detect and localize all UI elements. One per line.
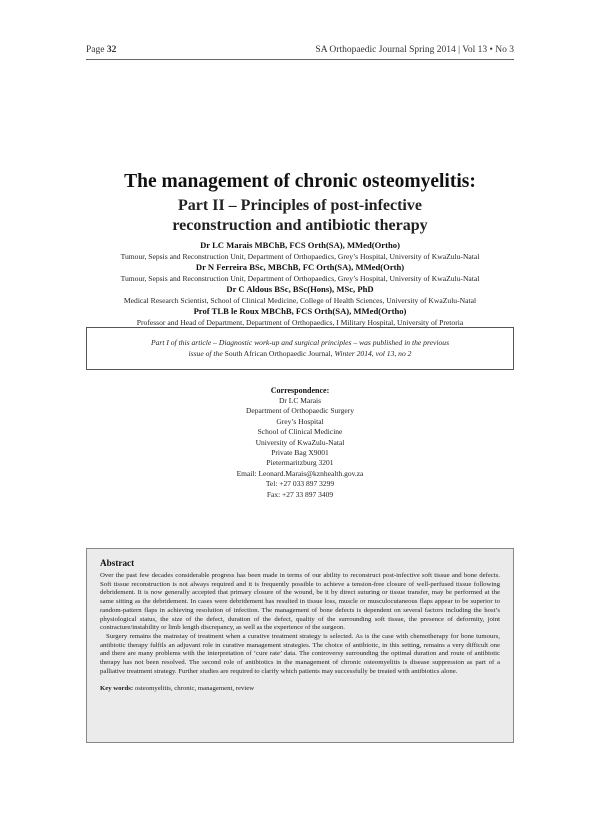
keywords-list: osteomyelitis, chronic, management, review [133, 685, 255, 693]
series-note-box [86, 327, 514, 370]
subtitle-line-1: Part II – Principles of post-infective [178, 197, 422, 214]
article-title: The management of chronic osteomyelitis: [124, 171, 476, 192]
running-header [86, 45, 514, 55]
page-number-label: Page 32 [86, 45, 117, 55]
correspondence-line: Department of Orthopaedic Surgery [246, 406, 354, 416]
journal-name: South African Orthopaedic Journal [224, 349, 331, 358]
article-subtitle [60, 196, 540, 236]
correspondence-line: University of KwaZulu-Natal [255, 437, 345, 447]
author-affiliation: Professor and Head of Department, Department of Orthopaedics, I Military Hospital, University of Pretoria [136, 318, 464, 327]
series-note-line-1: Part I of this article – Diagnostic work-up and surgical principles – was published in the previous [150, 338, 450, 347]
author-name: Dr LC Marais MBChB, FCS Orth(SA), MMed(Ortho) [200, 240, 400, 250]
abstract-paragraph: Surgery remains the mainstay of treatment when a curative treatment strategy is selected. As is the case with chemotherapy for bone tumours, antibiotic therapy fulfils an adjuvant role in curative management strategies. The choice of antibiotic, in this setting, remains a very difficult one and there are many problems with the interpretation of ‘cure rate’ data. The controversy surrounding the optimal duration and route of antibiotic therapy has not been resolved. The second role of antibiotics in the management of chronic osteomyelitis is disease suppression as part of a palliative treatment strategy. Further studies are required to clarify which patients may successfully be treated with antibiotics alone. [100, 632, 500, 675]
author-name: Prof TLB le Roux MBChB, FCS Orth(SA), MMed(Ortho) [193, 306, 407, 316]
header-divider [86, 59, 514, 60]
correspondence-line: Private Bag X9001 [271, 448, 329, 458]
keywords [100, 685, 500, 694]
correspondence-block [150, 386, 450, 500]
correspondence-tel: Tel: +27 033 897 3299 [265, 479, 335, 489]
author-affiliation: Tumour, Sepsis and Reconstruction Unit, Department of Orthopaedics, Grey’s Hospital, University of KwaZulu-Natal [120, 274, 480, 283]
correspondence-line: Pietermaritzburg 3201 [266, 458, 334, 468]
correspondence-line: Dr LC Marais [278, 396, 322, 405]
correspondence-line: Grey’s Hospital [276, 416, 324, 426]
series-note-line-2: issue of the South African Orthopaedic Journal, Winter 2014, vol 13, no 2 [188, 349, 412, 358]
correspondence-heading: Correspondence: [270, 386, 330, 395]
author-name: Dr C Aldous BSc, BSc(Hons), MSc, PhD [226, 284, 374, 294]
author-name: Dr N Ferreira BSc, MBChB, FC Orth(SA), MMed(Orth) [195, 262, 405, 272]
title-block [60, 170, 540, 236]
abstract-box [86, 548, 514, 743]
correspondence-line: School of Clinical Medicine [257, 427, 343, 437]
author-list [60, 240, 540, 328]
abstract-heading: Abstract [100, 558, 135, 568]
subtitle-line-2: reconstruction and antibiotic therapy [172, 217, 428, 234]
keywords-label: Key words: [100, 685, 134, 693]
correspondence-email: Email: Leonard.Marais@kznhealth.gov.za [236, 468, 364, 478]
journal-citation: SA Orthopaedic Journal Spring 2014 | Vol 13 • No 3 [315, 45, 514, 55]
author-affiliation: Tumour, Sepsis and Reconstruction Unit, Department of Orthopaedics, Grey’s Hospital, University of KwaZulu-Natal [120, 252, 480, 261]
author-affiliation: Medical Research Scientist, School of Clinical Medicine, College of Health Sciences, University of KwaZulu-Natal [123, 296, 477, 305]
abstract-paragraph: Over the past few decades considerable progress has been made in terms of our ability to reconstruct post-infective soft tissue and bone defects. Soft tissue reconstruction is not always required and it is frequently possible to achieve a tension-free closure of well-perfused tissue following debridement. It is now generally accepted that primary closure of the wound, be it by direct suturing or tissue transfer, may be performed at the same sitting as the debridement. In cases were debridement has resulted in tissue loss, muscle or musculocutaneous flaps appear to be superior to random-pattern flaps in achieving resolution of infection. The management of bone defects is dependent on several factors including the host’s physiological status, the size of the defect, duration of the defect, quality of the surrounding soft tissue, the presence of deformity, joint contracture/instability or limb length discrepancy, as well as the experience of the surgeon. [100, 572, 500, 632]
correspondence-fax: Fax: +27 33 897 3409 [266, 489, 334, 499]
